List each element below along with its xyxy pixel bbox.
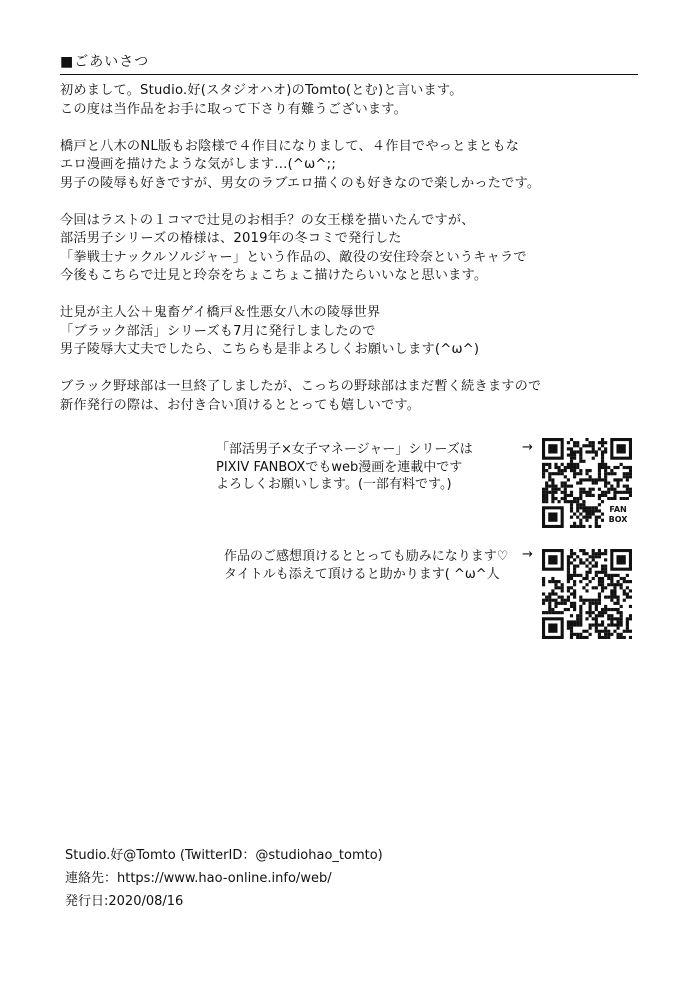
text-line: 今回はラストの１コマで辻見のお相手？の女王様を描いたんですが、 [60,212,475,228]
text-line: 新作発行の際は、お付き合い頂けるととっても嬉しいです。 [60,397,421,413]
text-line: 「ブラック部活」シリーズも7月に発行しましたので [60,323,376,339]
text-line: この度は当作品をお手に取って下さり有難うございます。 [60,101,408,117]
arrow-right-icon: → [522,440,533,455]
text-line: 橋戸と八木のNL版もお陰様で４作目になりまして、４作目でやっとまともな [60,138,520,154]
text-line: 初めまして。Studio.好(スタジオハオ)のTomto(とむ)と言います。 [60,83,463,98]
credits [65,844,383,913]
paragraph-intro [60,82,660,119]
section-title: ■ごあいさつ [60,54,150,70]
text-line: 男子の陵辱も好きですが、男女のラブエロ描くのも好きなので楽しかったです。 [60,175,541,191]
promo-line: 「部活男子×女子マネージャー」シリーズは [216,442,473,457]
fanbox-qr-code[interactable] [542,438,632,528]
fanbox-qr-label: FAN BOX [608,505,628,525]
text-line: 「拳戦士ナックルソルジャー」という作品の、敵役の安住玲奈というキャラで [60,249,527,265]
circle-credit: Studio.好@Tomto (TwitterID：@studiohao_tomto) [65,848,383,863]
contact-url: 連絡先：https://www.hao-online.info/web/ [65,871,332,886]
text-line: ブラック野球部は一旦終了しましたが、こっちの野球部はまだ暫く続きますので [60,379,542,394]
arrow-right-icon: → [522,547,533,562]
publish-date: 発行日:2020/08/16 [65,894,184,909]
feedback-promo [224,548,508,583]
promo-line: タイトルも添えて頂けると助かります( ^ω^人 [224,566,500,582]
paragraph-queen [60,212,660,286]
text-line: エロ漫画を描けたような気がします…(^ω^;; [60,157,336,172]
text-line: 辻見が主人公＋鬼畜ゲイ橋戸＆性悪女八木の陵辱世界 [60,305,381,320]
paragraph-baseball [60,378,660,415]
greeting-body [60,82,660,434]
feedback-qr-code[interactable] [542,549,632,639]
paragraph-series [60,138,660,194]
section-header [60,51,638,75]
fanbox-promo [216,441,473,494]
promo-line: よろしくお願いします。(一部有料です。) [216,477,452,492]
promo-line: PIXIV FANBOXでもweb漫画を連載中です [216,459,463,475]
text-line: 男子陵辱大丈夫でしたら、こちらも是非よろしくお願いします(^ω^) [60,342,480,357]
paragraph-black-club [60,304,660,360]
text-line: 今後もこちらで辻見と玲奈をちょこちょこ描けたらいいなと思います。 [60,268,488,283]
promo-line: 作品のご感想頂けるととっても励みになります♡ [224,549,509,564]
text-line: 部活男子シリーズの椿様は、2019年の冬コミで発行した [60,231,402,246]
